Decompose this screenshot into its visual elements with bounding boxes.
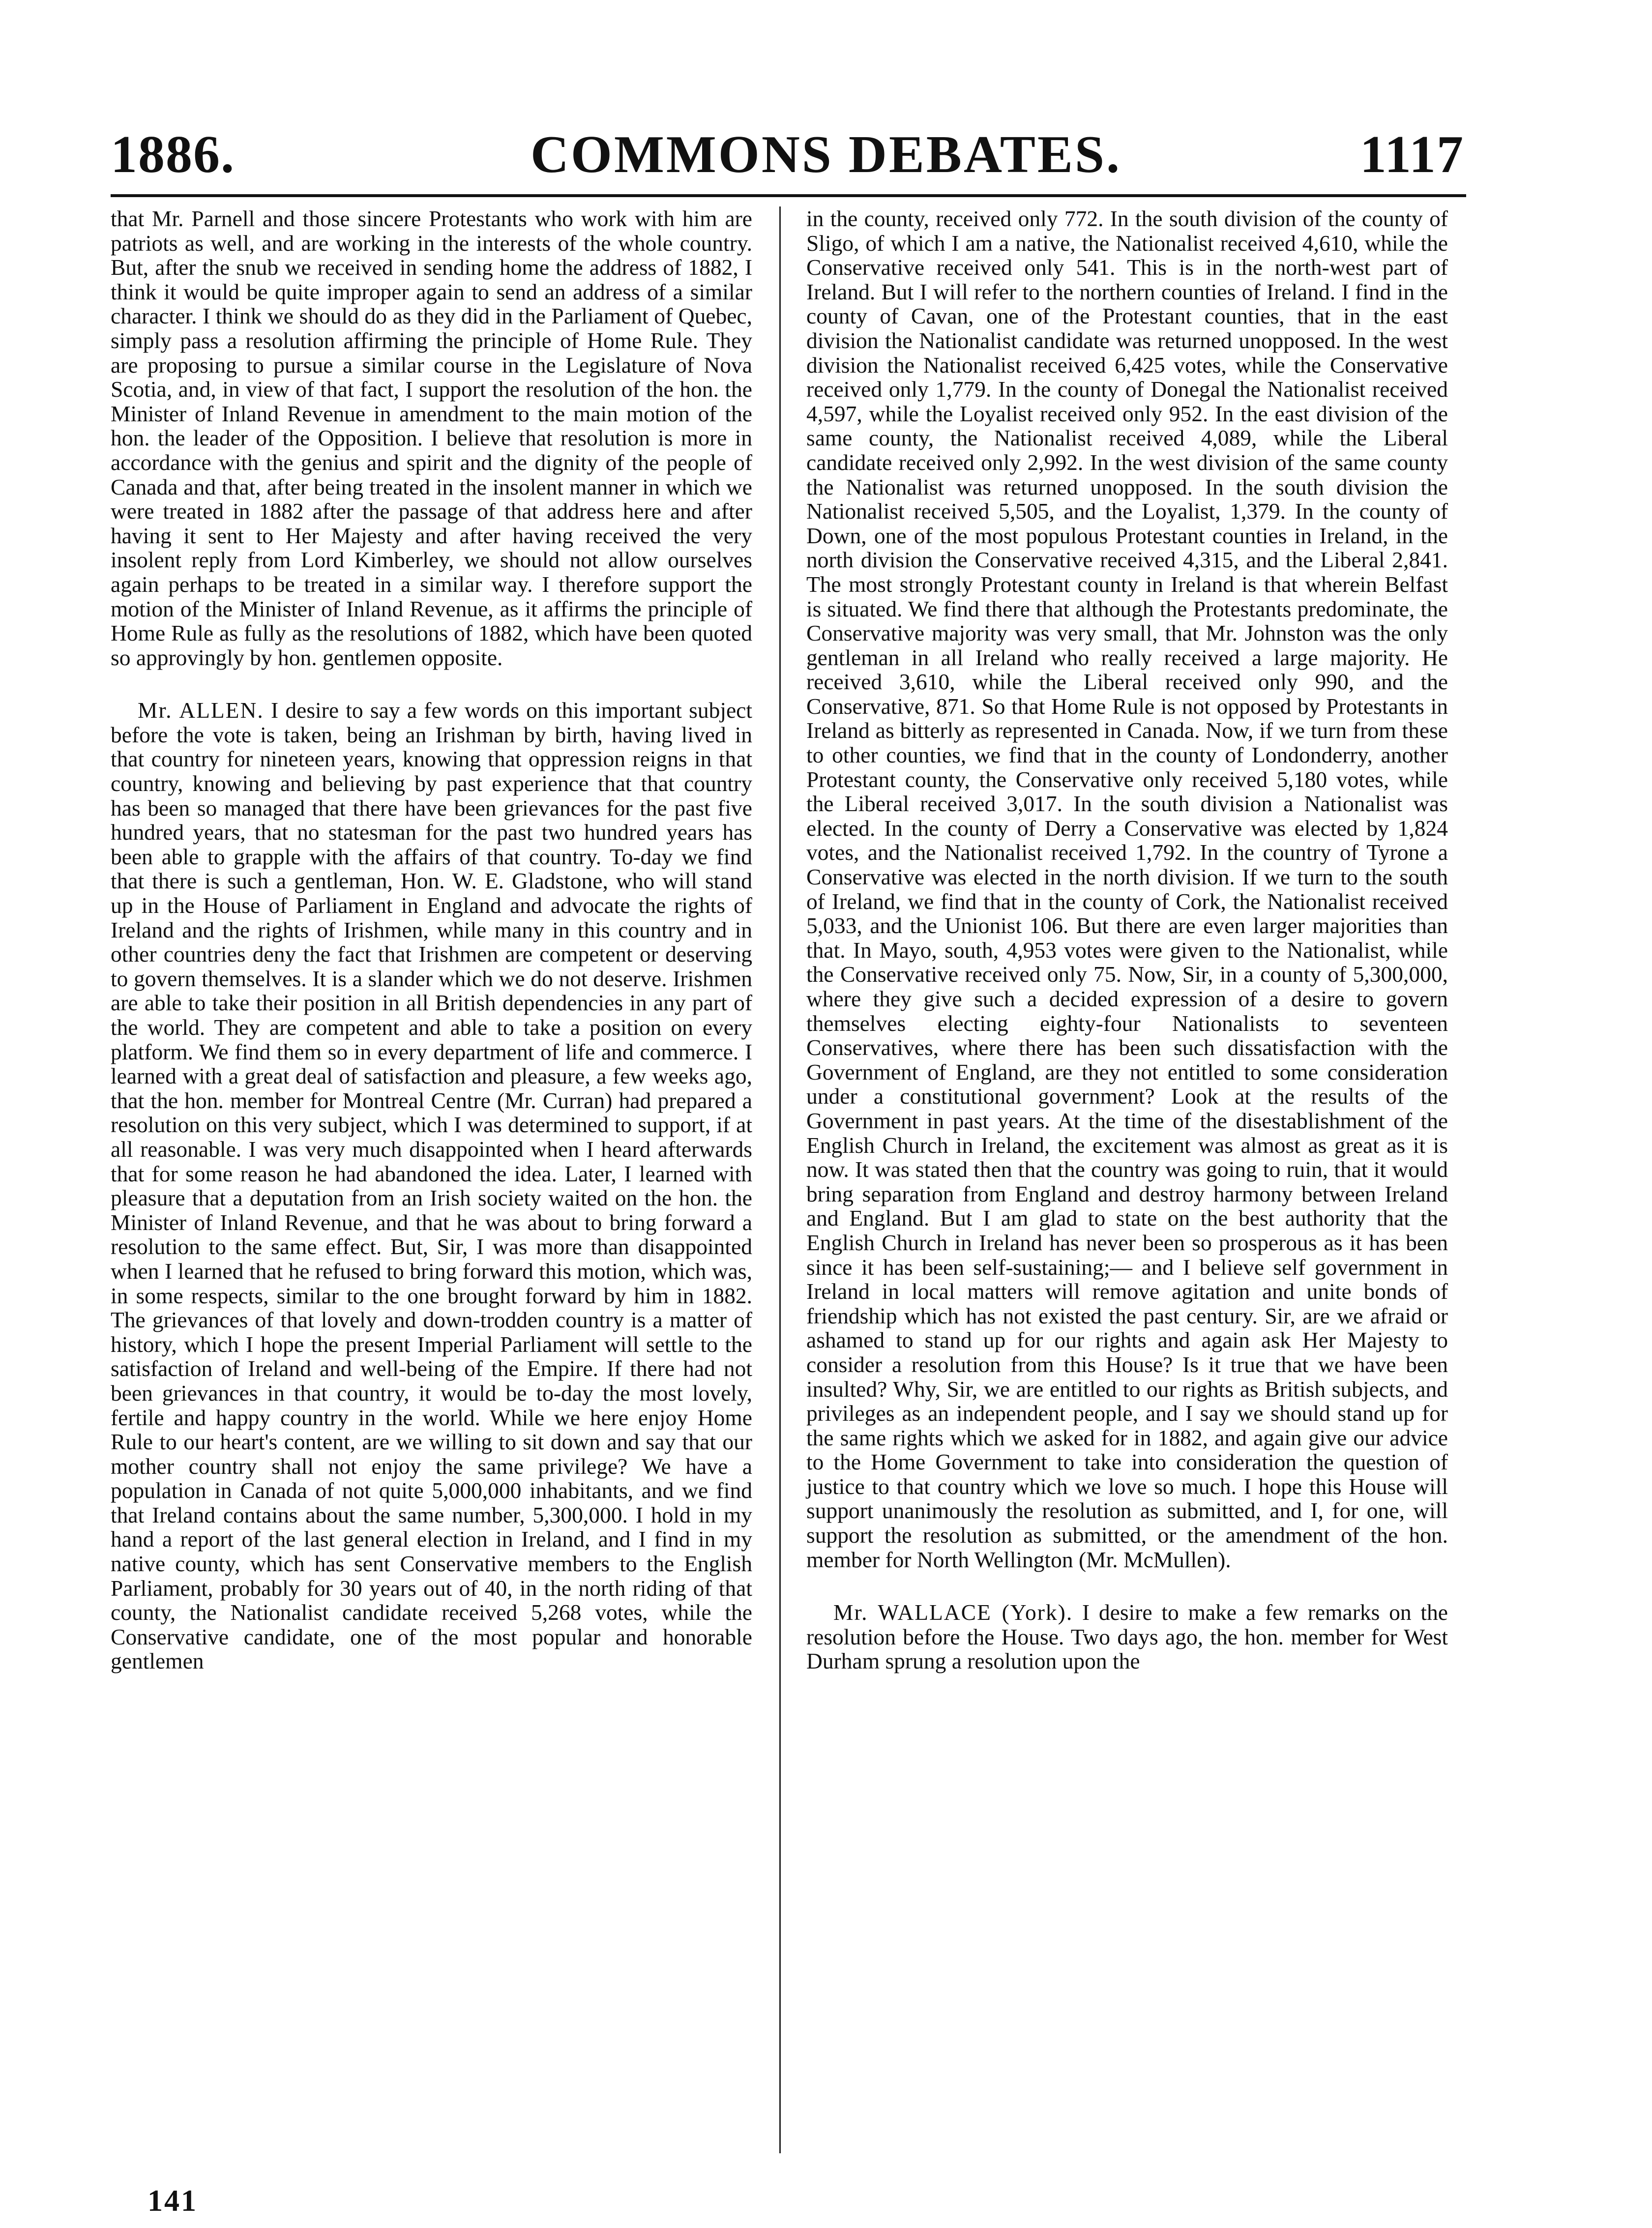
right-paragraph-1: in the county, received only 772. In the south division of the county of Sligo, of which I am a native, the Nationalist received 4,610, while the Conservative received only 541. This is in the north-west part of Ireland. But I will refer to the northern counties of Ireland. I find in the county of Cavan, one of the Protestant counties, that in the east division the Nationalist candidate was returned unopposed. In the west division the Nationalist received 6,425 votes, while the Conservative received only 1,779. In the county of Donegal the Nationalist received 4,597, while the Loyalist received only 952. In the east division of the same county, the Nationalist received 4,089, while the Liberal candidate received only 2,992. In the west division of the same county the Nationalist was returned unopposed. In the south division the Nationalist received 5,505, and the Loyalist, 1,379. In the county of Down, one of the most populous Protestant counties in Ireland, in the north division the Conservative received 4,315, and the Liberal 2,841. The most strongly Protestant county in Ireland is that wherein Belfast is situated. We find there that although the Protestants predominate, the Conservative majority was very small, that Mr. Johnston was the only gentleman in all Ireland who really received a large majority. He received 3,610, while the Liberal received only 990, and the Conservative, 871. So that Home Rule is not opposed by Protestants in Ireland as bitterly as represented in Canada. Now, if we turn from these to other counties, we find that in the county of Londonderry, another Protestant county, the Conservative only received 5,180 votes, while the Liberal received 3,017. In the south division a Nationalist was elected. In the county of Derry a Conservative was elected by 1,824 votes, and the Nationalist received 1,792. In the country of Tyrone a Conservative was elected in the north division. If we turn to the south of Ireland, we find that in the county of Cork, the Nationalist received 5,033, and the Unionist 106. But there are even larger majorities than that. In Mayo, south, 4,953 votes were given to the Nationalist, while the Conservative received only 75. Now, Sir, in a county of 5,300,000, where they give such a decided expression of a desire to govern themselves electing eighty-four Nationalists to seventeen Conservatives, where there has been such dissatisfaction with the Government of England, are they not entitled to some consideration under a constitutional government? Look at the results of the Government in past years. At the time of the disestablishment of the English Church in Ireland, the excitement was almost as great as it is now. It was stated then that the country was going to ruin, that it would bring separation from England and destroy harmony between Ireland and England. But I am glad to state on the best authority that the English Church in Ireland has never been so prosperous as it has been since it has been self-sustaining;— and I believe self government in Ireland in local matters will remove agitation and unite bonds of friendship which has not existed the past century. Sir, are we afraid or ashamed to stand up for our rights and again ask Her Majesty to consider a resolution from this House? Is it true that we have been insulted? Why, Sir, we are entitled to our rights as British subjects, and privileges as an independent people, and I say we should stand up for the same rights which we asked for in 1882, and again give our advice to the Home Government to take into consideration the question of justice to that country which we love so much. I hope this House will support unanimously the resolution as submitted, and I, for one, will support the resolution as submitted, or the amendment of the hon. member for North Wellington (Mr. McMullen).: [806, 206, 1448, 1572]
header-title: COMMONS DEBATES.: [530, 125, 1122, 184]
column-divider: [779, 206, 781, 2153]
signature-folio: 141: [148, 2184, 198, 2218]
right-paragraph-2: [806, 1600, 1448, 1673]
header-rule: [111, 194, 1466, 197]
left-paragraph-1: that Mr. Parnell and those sincere Protestants who work with him are patriots as well, and are working in the interests of the whole country. But, after the snub we received in sending home the address of 1882, I think it would be quite improper again to send an address of a similar character. I think we should do as they did in the Parliament of Quebec, simply pass a resolution affirming the principle of Home Rule. They are proposing to pursue a similar course in the Legislature of Nova Scotia, and, in view of that fact, I support the resolution of the hon. the Minister of Inland Revenue in amendment to the main motion of the hon. the leader of the Opposition. I believe that resolution is more in accordance with the genius and spirit and the dignity of the people of Canada and that, after being treated in the insolent manner in which we were treated in 1882 after the passage of that address here and after having it sent to Her Majesty and after having received the very insolent reply from Lord Kimberley, we should not allow ourselves again perhaps to be treated in a similar way. I therefore support the motion of the Minister of Inland Revenue, as it affirms the principle of Home Rule as fully as the resolutions of 1882, which have been quoted so approvingly by hon. gentlemen opposite.: [111, 206, 752, 670]
speech-allen-text: I desire to say a few words on this important subject before the vote is taken, being an Irishman by birth, having lived in that country for nineteen years, knowing that oppression reigns in that country, knowing and believing by past experience that that country has been so managed that there have been grievances for the past five hundred years, that no statesman for the past two hundred years has been able to grapple with the affairs of that country. To-day we find that there is such a gentleman, Hon. W. E. Gladstone, who will stand up in the House of Parliament in England and advocate the rights of Ireland and the rights of Irishmen, while many in this country and in other countries deny the fact that Irishmen are competent or deserving to govern themselves. It is a slander which we do not deserve. Irishmen are able to take their position in all British dependencies in any part of the world. They are competent and able to take a position on every platform. We find them so in every department of life and commerce. I learned with a great deal of satisfaction and pleasure, a few weeks ago, that the hon. member for Montreal Centre (Mr. Curran) had prepared a resolution on this very subject, which I was determined to support, if at all reasonable. I was very much disappointed when I heard afterwards that for some reason he had abandoned the idea. Later, I learned with pleasure that a deputation from an Irish society waited on the hon. the Minister of Inland Revenue, and that he was about to bring forward a resolution to the same effect. But, Sir, I was more than disappointed when I learned that he refused to bring forward this motion, which was, in some respects, similar to the one brought forward by him in 1882. The grievances of that lovely and down-trodden country is a matter of history, which I hope the present Imperial Parliament will settle to the satisfaction of Ireland and well-being of the Empire. If there had not been grievances in that country, it would be to-day the most lovely, fertile and happy country in the world. While we here enjoy Home Rule to our heart's content, are we willing to sit down and say that our mother country shall not enjoy the same privilege? We have a population in Canada of not quite 5,000,000 inhabitants, and we find that Ireland contains about the same number, 5,300,000. I hold in my hand a report of the last general election in Ireland, and I find in my native county, which has sent Conservative members to the English Parliament, probably for 30 years out of 40, in the north riding of that county, the Nationalist candidate received 5,268 votes, while the Conservative candidate, one of the most popular and honorable gentlemen: [111, 698, 753, 1674]
header-page-number: 1117: [1359, 125, 1464, 184]
speech-wallace-text: I desire to make a few remarks on the resolution before the House. Two days ago, the hon. member for West Durham sprung a resolution upon the: [806, 1600, 1448, 1674]
speaker-wallace: Mr. WALLACE (York).: [833, 1600, 1073, 1625]
left-paragraph-2: [111, 698, 752, 1673]
header-year: 1886.: [111, 125, 235, 184]
right-column: [806, 206, 1448, 1673]
left-column: [111, 206, 752, 1673]
speaker-allen: Mr. ALLEN.: [138, 698, 264, 723]
page-header: [0, 125, 1652, 184]
